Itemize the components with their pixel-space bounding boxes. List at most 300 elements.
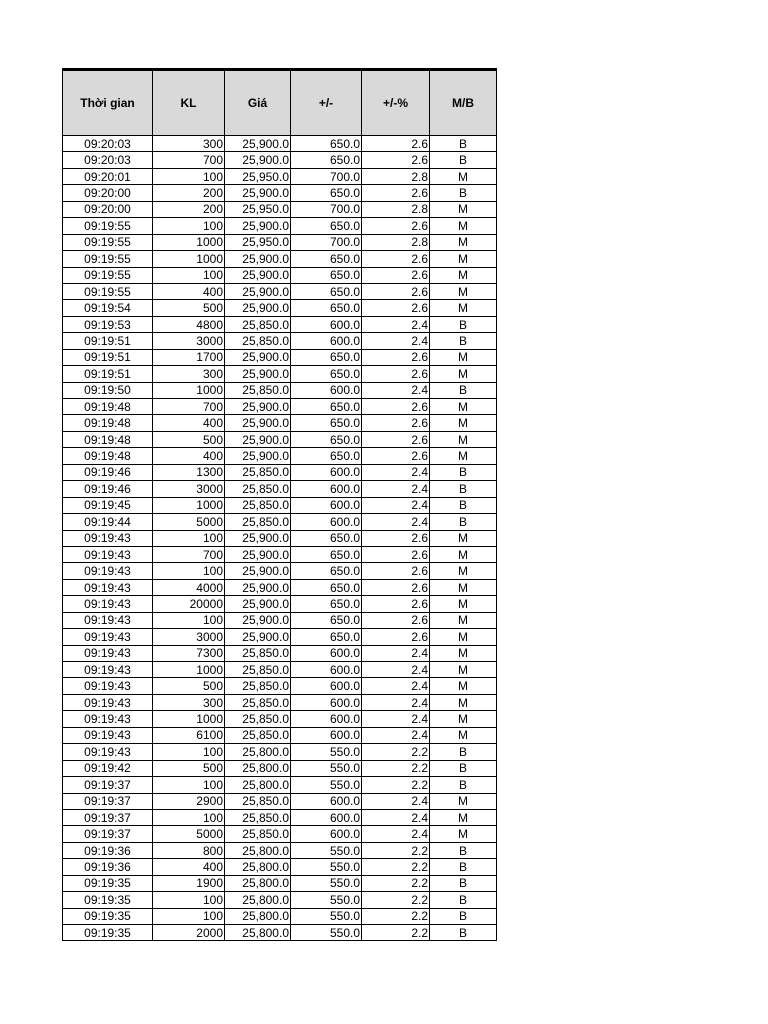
cell-price: 25,900.0: [225, 399, 291, 415]
cell-time: 09:19:46: [63, 481, 153, 497]
cell-buy-sell: B: [430, 514, 497, 530]
table-row: [63, 629, 497, 645]
cell-time: 09:19:45: [63, 497, 153, 513]
table-row: [63, 842, 497, 858]
cell-price: 25,900.0: [225, 152, 291, 168]
cell-change-percent: 2.6: [362, 399, 430, 415]
cell-change-percent: 2.6: [362, 415, 430, 431]
cell-time: 09:19:55: [63, 251, 153, 267]
cell-buy-sell: M: [430, 793, 497, 809]
cell-change: 650.0: [291, 448, 362, 464]
cell-time: 09:19:44: [63, 514, 153, 530]
cell-time: 09:19:48: [63, 415, 153, 431]
cell-time: 09:19:55: [63, 218, 153, 234]
cell-buy-sell: B: [430, 333, 497, 349]
table-row: [63, 382, 497, 398]
cell-price: 25,900.0: [225, 349, 291, 365]
cell-buy-sell: B: [430, 777, 497, 793]
cell-price: 25,850.0: [225, 316, 291, 332]
table-row: [63, 201, 497, 217]
cell-volume: 500: [153, 760, 225, 776]
cell-volume: 1900: [153, 875, 225, 891]
cell-buy-sell: M: [430, 530, 497, 546]
cell-time: 09:19:55: [63, 283, 153, 299]
table-row: [63, 464, 497, 480]
cell-time: 09:19:43: [63, 678, 153, 694]
cell-change: 650.0: [291, 349, 362, 365]
cell-price: 25,900.0: [225, 251, 291, 267]
table-row: [63, 711, 497, 727]
cell-change-percent: 2.2: [362, 908, 430, 924]
cell-change: 600.0: [291, 678, 362, 694]
cell-volume: 1000: [153, 711, 225, 727]
cell-buy-sell: M: [430, 283, 497, 299]
cell-price: 25,850.0: [225, 826, 291, 842]
cell-change: 650.0: [291, 415, 362, 431]
table-row: [63, 218, 497, 234]
cell-time: 09:19:37: [63, 777, 153, 793]
cell-change: 650.0: [291, 185, 362, 201]
cell-change-percent: 2.2: [362, 744, 430, 760]
table-row: [63, 448, 497, 464]
cell-change: 650.0: [291, 579, 362, 595]
cell-volume: 100: [153, 777, 225, 793]
table-row: [63, 645, 497, 661]
cell-time: 09:19:51: [63, 333, 153, 349]
cell-time: 09:20:00: [63, 201, 153, 217]
cell-price: 25,900.0: [225, 431, 291, 447]
cell-time: 09:19:51: [63, 366, 153, 382]
cell-time: 09:19:35: [63, 925, 153, 941]
cell-change-percent: 2.4: [362, 382, 430, 398]
cell-buy-sell: M: [430, 711, 497, 727]
table-row: [63, 333, 497, 349]
cell-change: 550.0: [291, 744, 362, 760]
cell-volume: 6100: [153, 727, 225, 743]
header-change-percent: +/-%: [362, 70, 430, 136]
cell-change: 550.0: [291, 859, 362, 875]
cell-change: 550.0: [291, 842, 362, 858]
cell-buy-sell: M: [430, 645, 497, 661]
cell-change: 600.0: [291, 382, 362, 398]
cell-time: 09:19:35: [63, 875, 153, 891]
cell-volume: 3000: [153, 629, 225, 645]
table-row: [63, 185, 497, 201]
cell-volume: 100: [153, 744, 225, 760]
cell-buy-sell: M: [430, 234, 497, 250]
table-row: [63, 809, 497, 825]
cell-change-percent: 2.6: [362, 283, 430, 299]
cell-change: 650.0: [291, 629, 362, 645]
cell-time: 09:19:37: [63, 809, 153, 825]
cell-change: 600.0: [291, 481, 362, 497]
table-row: [63, 316, 497, 332]
cell-change-percent: 2.6: [362, 185, 430, 201]
cell-price: 25,900.0: [225, 300, 291, 316]
cell-change-percent: 2.6: [362, 629, 430, 645]
cell-change: 600.0: [291, 497, 362, 513]
cell-buy-sell: B: [430, 464, 497, 480]
header-row: [63, 70, 497, 136]
cell-buy-sell: M: [430, 431, 497, 447]
table-row: [63, 497, 497, 513]
cell-change: 550.0: [291, 760, 362, 776]
cell-buy-sell: M: [430, 563, 497, 579]
cell-volume: 400: [153, 448, 225, 464]
table-row: [63, 234, 497, 250]
cell-buy-sell: M: [430, 629, 497, 645]
cell-change-percent: 2.6: [362, 546, 430, 562]
cell-price: 25,800.0: [225, 875, 291, 891]
table-row: [63, 481, 497, 497]
cell-change-percent: 2.4: [362, 793, 430, 809]
cell-buy-sell: M: [430, 201, 497, 217]
cell-time: 09:19:43: [63, 579, 153, 595]
table-row: [63, 793, 497, 809]
cell-price: 25,850.0: [225, 333, 291, 349]
cell-buy-sell: M: [430, 300, 497, 316]
cell-buy-sell: M: [430, 349, 497, 365]
cell-buy-sell: B: [430, 842, 497, 858]
table-row: [63, 727, 497, 743]
cell-volume: 500: [153, 678, 225, 694]
cell-volume: 1700: [153, 349, 225, 365]
cell-time: 09:19:36: [63, 859, 153, 875]
cell-volume: 100: [153, 563, 225, 579]
table-row: [63, 892, 497, 908]
cell-change: 600.0: [291, 793, 362, 809]
table-row: [63, 267, 497, 283]
cell-volume: 400: [153, 283, 225, 299]
table-row: [63, 596, 497, 612]
cell-time: 09:19:46: [63, 464, 153, 480]
cell-volume: 5000: [153, 514, 225, 530]
table-row: [63, 925, 497, 941]
cell-change-percent: 2.6: [362, 530, 430, 546]
cell-change-percent: 2.4: [362, 497, 430, 513]
cell-buy-sell: M: [430, 448, 497, 464]
cell-buy-sell: M: [430, 168, 497, 184]
cell-price: 25,900.0: [225, 136, 291, 152]
cell-change: 650.0: [291, 399, 362, 415]
cell-time: 09:19:37: [63, 793, 153, 809]
cell-change-percent: 2.2: [362, 925, 430, 941]
cell-change: 700.0: [291, 201, 362, 217]
cell-volume: 200: [153, 201, 225, 217]
cell-buy-sell: B: [430, 152, 497, 168]
table-row: [63, 777, 497, 793]
cell-price: 25,850.0: [225, 727, 291, 743]
cell-volume: 2900: [153, 793, 225, 809]
cell-price: 25,850.0: [225, 793, 291, 809]
cell-buy-sell: B: [430, 497, 497, 513]
cell-buy-sell: M: [430, 662, 497, 678]
cell-change-percent: 2.6: [362, 251, 430, 267]
cell-price: 25,850.0: [225, 711, 291, 727]
cell-buy-sell: M: [430, 267, 497, 283]
cell-time: 09:19:43: [63, 662, 153, 678]
cell-volume: 7300: [153, 645, 225, 661]
cell-volume: 100: [153, 892, 225, 908]
cell-volume: 1000: [153, 234, 225, 250]
cell-change-percent: 2.2: [362, 842, 430, 858]
cell-change-percent: 2.6: [362, 579, 430, 595]
cell-time: 09:19:43: [63, 546, 153, 562]
table-row: [63, 612, 497, 628]
cell-price: 25,900.0: [225, 366, 291, 382]
table-row: [63, 678, 497, 694]
cell-time: 09:19:43: [63, 727, 153, 743]
cell-change-percent: 2.4: [362, 645, 430, 661]
cell-volume: 300: [153, 366, 225, 382]
cell-buy-sell: B: [430, 908, 497, 924]
cell-change-percent: 2.6: [362, 218, 430, 234]
cell-price: 25,800.0: [225, 892, 291, 908]
cell-change-percent: 2.6: [362, 267, 430, 283]
cell-time: 09:20:03: [63, 136, 153, 152]
cell-price: 25,800.0: [225, 760, 291, 776]
cell-price: 25,850.0: [225, 514, 291, 530]
cell-time: 09:19:43: [63, 645, 153, 661]
cell-buy-sell: B: [430, 859, 497, 875]
header-time: Thời gian: [63, 70, 153, 136]
cell-change: 600.0: [291, 711, 362, 727]
cell-change-percent: 2.4: [362, 678, 430, 694]
cell-volume: 700: [153, 152, 225, 168]
cell-change: 600.0: [291, 662, 362, 678]
cell-volume: 700: [153, 399, 225, 415]
cell-change-percent: 2.4: [362, 316, 430, 332]
cell-time: 09:19:50: [63, 382, 153, 398]
table-row: [63, 579, 497, 595]
cell-buy-sell: M: [430, 678, 497, 694]
table-row: [63, 563, 497, 579]
cell-change: 650.0: [291, 283, 362, 299]
cell-time: 09:20:03: [63, 152, 153, 168]
cell-volume: 1000: [153, 497, 225, 513]
cell-change: 600.0: [291, 333, 362, 349]
cell-volume: 100: [153, 168, 225, 184]
cell-volume: 800: [153, 842, 225, 858]
cell-buy-sell: B: [430, 744, 497, 760]
cell-change-percent: 2.8: [362, 168, 430, 184]
table-row: [63, 152, 497, 168]
header-change: +/-: [291, 70, 362, 136]
cell-volume: 20000: [153, 596, 225, 612]
cell-change-percent: 2.6: [362, 563, 430, 579]
table-row: [63, 744, 497, 760]
table-row: [63, 399, 497, 415]
cell-change: 600.0: [291, 826, 362, 842]
cell-change: 650.0: [291, 152, 362, 168]
cell-volume: 300: [153, 136, 225, 152]
cell-price: 25,900.0: [225, 415, 291, 431]
cell-change: 650.0: [291, 300, 362, 316]
cell-price: 25,900.0: [225, 546, 291, 562]
cell-volume: 5000: [153, 826, 225, 842]
cell-time: 09:19:54: [63, 300, 153, 316]
cell-change-percent: 2.6: [362, 596, 430, 612]
cell-volume: 400: [153, 415, 225, 431]
cell-change-percent: 2.4: [362, 662, 430, 678]
cell-buy-sell: M: [430, 727, 497, 743]
cell-buy-sell: B: [430, 925, 497, 941]
table-row: [63, 760, 497, 776]
cell-price: 25,850.0: [225, 662, 291, 678]
cell-buy-sell: M: [430, 399, 497, 415]
cell-change-percent: 2.2: [362, 859, 430, 875]
cell-change-percent: 2.6: [362, 431, 430, 447]
cell-price: 25,900.0: [225, 563, 291, 579]
cell-buy-sell: B: [430, 316, 497, 332]
cell-change: 600.0: [291, 694, 362, 710]
cell-change: 550.0: [291, 875, 362, 891]
cell-volume: 100: [153, 218, 225, 234]
cell-price: 25,900.0: [225, 218, 291, 234]
cell-volume: 100: [153, 612, 225, 628]
cell-change: 550.0: [291, 908, 362, 924]
cell-change-percent: 2.6: [362, 448, 430, 464]
cell-price: 25,900.0: [225, 629, 291, 645]
cell-volume: 1000: [153, 662, 225, 678]
cell-change: 600.0: [291, 809, 362, 825]
cell-change-percent: 2.4: [362, 826, 430, 842]
cell-price: 25,850.0: [225, 678, 291, 694]
cell-change: 650.0: [291, 136, 362, 152]
cell-volume: 100: [153, 809, 225, 825]
cell-change-percent: 2.4: [362, 514, 430, 530]
cell-change: 600.0: [291, 316, 362, 332]
cell-volume: 100: [153, 267, 225, 283]
cell-volume: 500: [153, 431, 225, 447]
cell-volume: 100: [153, 530, 225, 546]
cell-time: 09:19:43: [63, 612, 153, 628]
cell-price: 25,900.0: [225, 283, 291, 299]
cell-change-percent: 2.6: [362, 366, 430, 382]
cell-buy-sell: B: [430, 875, 497, 891]
cell-change-percent: 2.4: [362, 694, 430, 710]
cell-price: 25,900.0: [225, 267, 291, 283]
cell-time: 09:19:35: [63, 908, 153, 924]
cell-change-percent: 2.8: [362, 201, 430, 217]
cell-change: 650.0: [291, 251, 362, 267]
cell-buy-sell: B: [430, 892, 497, 908]
cell-price: 25,800.0: [225, 908, 291, 924]
cell-price: 25,900.0: [225, 448, 291, 464]
cell-buy-sell: M: [430, 579, 497, 595]
cell-time: 09:19:37: [63, 826, 153, 842]
table-row: [63, 168, 497, 184]
cell-change-percent: 2.2: [362, 760, 430, 776]
table-row: [63, 875, 497, 891]
cell-price: 25,850.0: [225, 382, 291, 398]
cell-price: 25,850.0: [225, 464, 291, 480]
cell-buy-sell: M: [430, 251, 497, 267]
cell-change: 600.0: [291, 645, 362, 661]
cell-volume: 100: [153, 908, 225, 924]
cell-price: 25,900.0: [225, 185, 291, 201]
cell-buy-sell: M: [430, 694, 497, 710]
table-row: [63, 300, 497, 316]
cell-price: 25,800.0: [225, 777, 291, 793]
cell-time: 09:19:55: [63, 234, 153, 250]
cell-price: 25,900.0: [225, 530, 291, 546]
cell-buy-sell: M: [430, 826, 497, 842]
cell-change: 600.0: [291, 514, 362, 530]
table-row: [63, 662, 497, 678]
cell-price: 25,900.0: [225, 579, 291, 595]
table-row: [63, 136, 497, 152]
cell-price: 25,850.0: [225, 694, 291, 710]
cell-change-percent: 2.4: [362, 333, 430, 349]
cell-price: 25,800.0: [225, 859, 291, 875]
cell-time: 09:19:48: [63, 448, 153, 464]
cell-volume: 1000: [153, 251, 225, 267]
cell-buy-sell: M: [430, 612, 497, 628]
cell-buy-sell: B: [430, 760, 497, 776]
cell-price: 25,950.0: [225, 234, 291, 250]
cell-change: 650.0: [291, 530, 362, 546]
table-row: [63, 283, 497, 299]
cell-time: 09:19:43: [63, 629, 153, 645]
cell-time: 09:20:01: [63, 168, 153, 184]
table-row: [63, 366, 497, 382]
cell-change: 650.0: [291, 563, 362, 579]
table-row: [63, 431, 497, 447]
cell-buy-sell: B: [430, 382, 497, 398]
cell-change-percent: 2.6: [362, 612, 430, 628]
cell-buy-sell: B: [430, 136, 497, 152]
cell-time: 09:19:43: [63, 530, 153, 546]
cell-volume: 3000: [153, 481, 225, 497]
cell-price: 25,850.0: [225, 809, 291, 825]
cell-change-percent: 2.4: [362, 464, 430, 480]
cell-price: 25,900.0: [225, 596, 291, 612]
table-row: [63, 694, 497, 710]
cell-change: 550.0: [291, 777, 362, 793]
cell-time: 09:19:48: [63, 399, 153, 415]
cell-change: 650.0: [291, 366, 362, 382]
cell-time: 09:19:43: [63, 711, 153, 727]
cell-change: 600.0: [291, 464, 362, 480]
cell-time: 09:20:00: [63, 185, 153, 201]
cell-time: 09:19:53: [63, 316, 153, 332]
cell-time: 09:19:43: [63, 694, 153, 710]
cell-time: 09:19:43: [63, 563, 153, 579]
cell-buy-sell: M: [430, 809, 497, 825]
cell-change-percent: 2.2: [362, 892, 430, 908]
cell-change: 650.0: [291, 218, 362, 234]
cell-time: 09:19:42: [63, 760, 153, 776]
table-row: [63, 514, 497, 530]
cell-price: 25,950.0: [225, 168, 291, 184]
cell-change: 550.0: [291, 892, 362, 908]
cell-change: 700.0: [291, 168, 362, 184]
cell-change-percent: 2.6: [362, 152, 430, 168]
trade-table: [62, 68, 497, 941]
cell-volume: 4800: [153, 316, 225, 332]
cell-time: 09:19:51: [63, 349, 153, 365]
cell-buy-sell: M: [430, 218, 497, 234]
cell-time: 09:19:36: [63, 842, 153, 858]
table-row: [63, 908, 497, 924]
cell-change: 700.0: [291, 234, 362, 250]
cell-change: 650.0: [291, 546, 362, 562]
cell-volume: 1300: [153, 464, 225, 480]
cell-buy-sell: M: [430, 366, 497, 382]
cell-buy-sell: M: [430, 596, 497, 612]
cell-buy-sell: M: [430, 546, 497, 562]
